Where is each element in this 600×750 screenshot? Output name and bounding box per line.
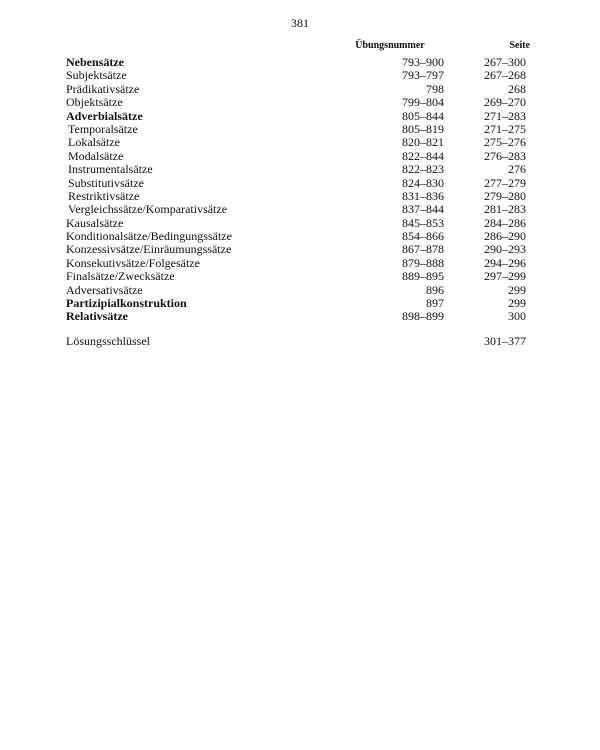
toc-entry-title: Instrumentalsätze [68,162,153,177]
column-headers [60,40,530,54]
toc-entry-page: 299 [508,282,526,297]
toc-entry-title: Restriktivsätze [68,188,140,203]
toc-entry-title: Vergleichssätze/Komparativsätze [68,202,228,217]
toc-entry-title: Subjektsätze [66,68,127,83]
toc-entry [66,270,526,283]
toc-entry-title: Konzessivsätze/Einräumungssätze [66,242,232,257]
toc-entry-title: Substitutivsätze [68,175,144,190]
toc-entry-exercise: 845–853 [402,215,444,230]
toc-entry-exercise: 896 [426,282,444,297]
toc-entry-page: 281–283 [484,202,526,217]
toc-entry-exercise: 822–823 [402,162,444,177]
toc-entry-exercise: 799–804 [402,95,444,110]
toc-entry [66,163,526,176]
toc-entry-title: Adversativsätze [66,282,143,297]
page-number: 381 [291,16,309,30]
toc-entry-page: 279–280 [484,188,526,203]
toc-entry [66,56,526,69]
toc-entry [66,310,526,323]
toc-entry-page: 284–286 [484,215,526,230]
toc-entry-page: 276–283 [484,148,526,163]
toc-entry [66,243,526,256]
toc-entry-exercise: 898–899 [402,309,444,324]
toc-entry-page: 271–283 [484,108,526,123]
toc-entry [66,190,526,203]
toc-entry-exercise: 824–830 [402,175,444,190]
toc-entry [66,83,526,96]
toc-entry [66,96,526,109]
toc-entry [66,297,526,310]
toc-entry-title: Temporalsätze [68,121,138,136]
toc-entry-page: 299 [508,296,526,311]
exercise-number-header: Übungsnummer [355,40,425,51]
toc-entry-exercise: 793–900 [402,55,444,69]
toc-entry-exercise: 837–844 [402,202,444,217]
toc-entry [66,203,526,216]
table-of-contents [66,56,526,324]
toc-entry-page: 286–290 [484,229,526,244]
solutions-entry [66,334,526,348]
toc-entry-title: Objektsätze [66,95,123,110]
toc-entry [66,284,526,297]
toc-entry-title: Lokalsätze [68,135,120,150]
toc-entry [66,110,526,123]
toc-entry [66,217,526,230]
toc-entry-title: Prädikativsätze [66,81,140,96]
toc-entry-exercise: 897 [426,296,444,311]
toc-entry-exercise: 805–844 [402,108,444,123]
toc-entry [66,69,526,82]
toc-entry-exercise: 793–797 [402,68,444,83]
toc-entry-title: Finalsätze/Zwecksätze [66,269,175,284]
toc-entry-title: Partizipialkonstruktion [66,296,187,311]
toc-entry-title: Nebensätze [66,55,124,69]
toc-entry-title: Kausalsätze [66,215,124,230]
solutions-page: 301–377 [484,334,526,348]
solutions-title: Lösungsschlüssel [66,334,150,348]
toc-entry-page: 297–299 [484,269,526,284]
toc-entry-page: 277–279 [484,175,526,190]
toc-entry-title: Modalsätze [68,148,124,163]
toc-entry-page: 300 [508,309,526,324]
toc-entry [66,123,526,136]
toc-entry-exercise: 805–819 [402,121,444,136]
toc-entry-exercise: 820–821 [402,135,444,150]
toc-entry-page: 268 [508,81,526,96]
toc-entry-title: Konsekutivsätze/Folgesätze [66,255,200,270]
toc-entry-page: 294–296 [484,255,526,270]
toc-entry-exercise: 867–878 [402,242,444,257]
toc-entry-exercise: 854–866 [402,229,444,244]
toc-entry [66,257,526,270]
toc-entry-exercise: 798 [426,81,444,96]
toc-entry-page: 269–270 [484,95,526,110]
toc-entry-page: 267–268 [484,68,526,83]
toc-entry-page: 290–293 [484,242,526,257]
toc-entry-title: Adverbialsätze [66,108,143,123]
toc-entry-page: 276 [508,162,526,177]
toc-entry-title: Konditionalsätze/Bedingungssätze [66,229,232,244]
page-header: Seite [509,40,530,51]
toc-entry [66,150,526,163]
toc-entry [66,177,526,190]
toc-entry [66,136,526,149]
toc-entry-exercise: 889–895 [402,269,444,284]
toc-entry-exercise: 822–844 [402,148,444,163]
toc-entry-title: Relativsätze [66,309,128,324]
toc-entry-exercise: 831–836 [402,188,444,203]
toc-entry-page: 275–276 [484,135,526,150]
toc-entry-page: 267–300 [484,55,526,69]
toc-entry-page: 271–275 [484,121,526,136]
toc-entry [66,230,526,243]
toc-entry-exercise: 879–888 [402,255,444,270]
